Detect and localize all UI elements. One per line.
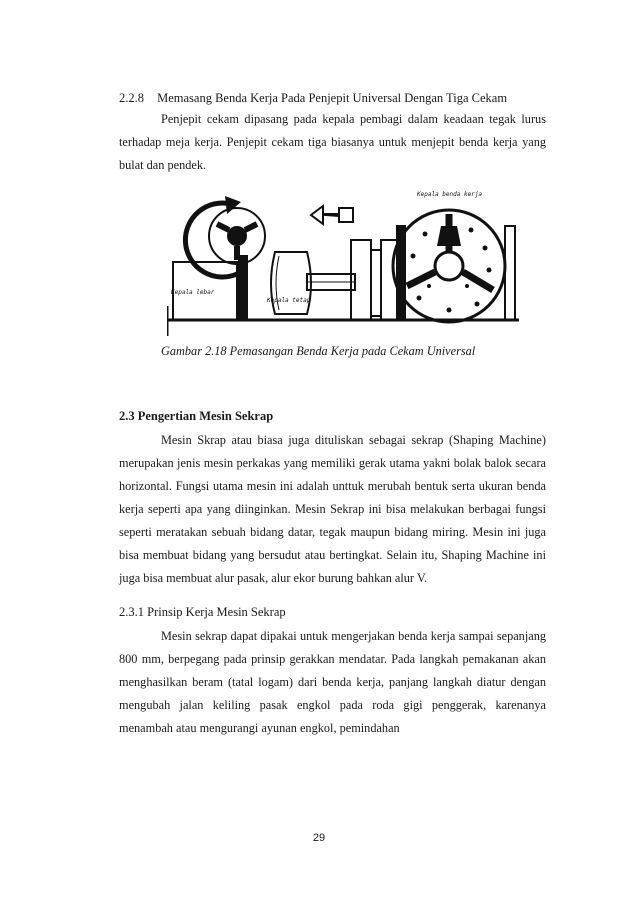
label-headstock: Kepala tetap	[267, 297, 311, 304]
figure-caption: Gambar 2.18 Pemasangan Benda Kerja pada Cekam Universal	[161, 344, 476, 358]
section-title: Memasang Benda Kerja Pada Penjepit Universal Dengan Tiga Cekam	[157, 91, 508, 105]
label-plate: Kepala lebar	[171, 289, 215, 296]
section-heading-2-2-8	[119, 91, 507, 106]
figure-universal-chuck	[167, 186, 519, 336]
paragraph-working-principle: Mesin sekrap dapat dipakai untuk mengerjakan benda kerja sampai sepanjang 800 mm, berpegang pada prinsip gerakkan mendatar. Pada langkah pemakanan akan menghasilkan beram (tatal logam) dari benda kerja, panjang langkah diatur dengan mengubah jalan keliling pasak engkol pada roda gigi penggerak, karenanya menambah atau mengurangi ayunan engkol, pemindahan	[119, 629, 546, 735]
section-heading-2-3: 2.3 Pengertian Mesin Sekrap	[119, 409, 274, 423]
paragraph-chuck-mounting: Penjepit cekam dipasang pada kepala pembagi dalam keadaan tegak lurus terhadap meja kerja. Penjepit cekam tiga biasanya untuk menjepit benda kerja yang bulat dan pendek.	[119, 112, 546, 172]
section-number: 2.2.8	[119, 91, 144, 105]
label-chuck: Kepala benda kerja	[417, 191, 483, 198]
chuck-illustration	[167, 186, 519, 336]
section-heading-2-3-1: 2.3.1 Prinsip Kerja Mesin Sekrap	[119, 605, 286, 619]
page-number: 29	[312, 832, 326, 844]
paragraph-shaping-machine: Mesin Skrap atau biasa juga dituliskan sebagai sekrap (Shaping Machine) merupakan jenis mesin perkakas yang memiliki gerak utama yakni bolak balok secara horizontal. Fungsi utama mesin ini adalah unttuk merubah bentuk serta ukuran benda kerja seperti apa yang diinginkan. Mesin Sekrap ini bisa melakukan berbagai fungsi seperti meratakan sebuah bidang datar, tegak maupun bidang miring. Mesin ini juga bisa membuat bidang yang bersudut atau bertingkat. Selain itu, Shaping Machine ini juga bisa membuat alur pasak, alur ekor burung bahkan alur V.	[119, 433, 546, 585]
